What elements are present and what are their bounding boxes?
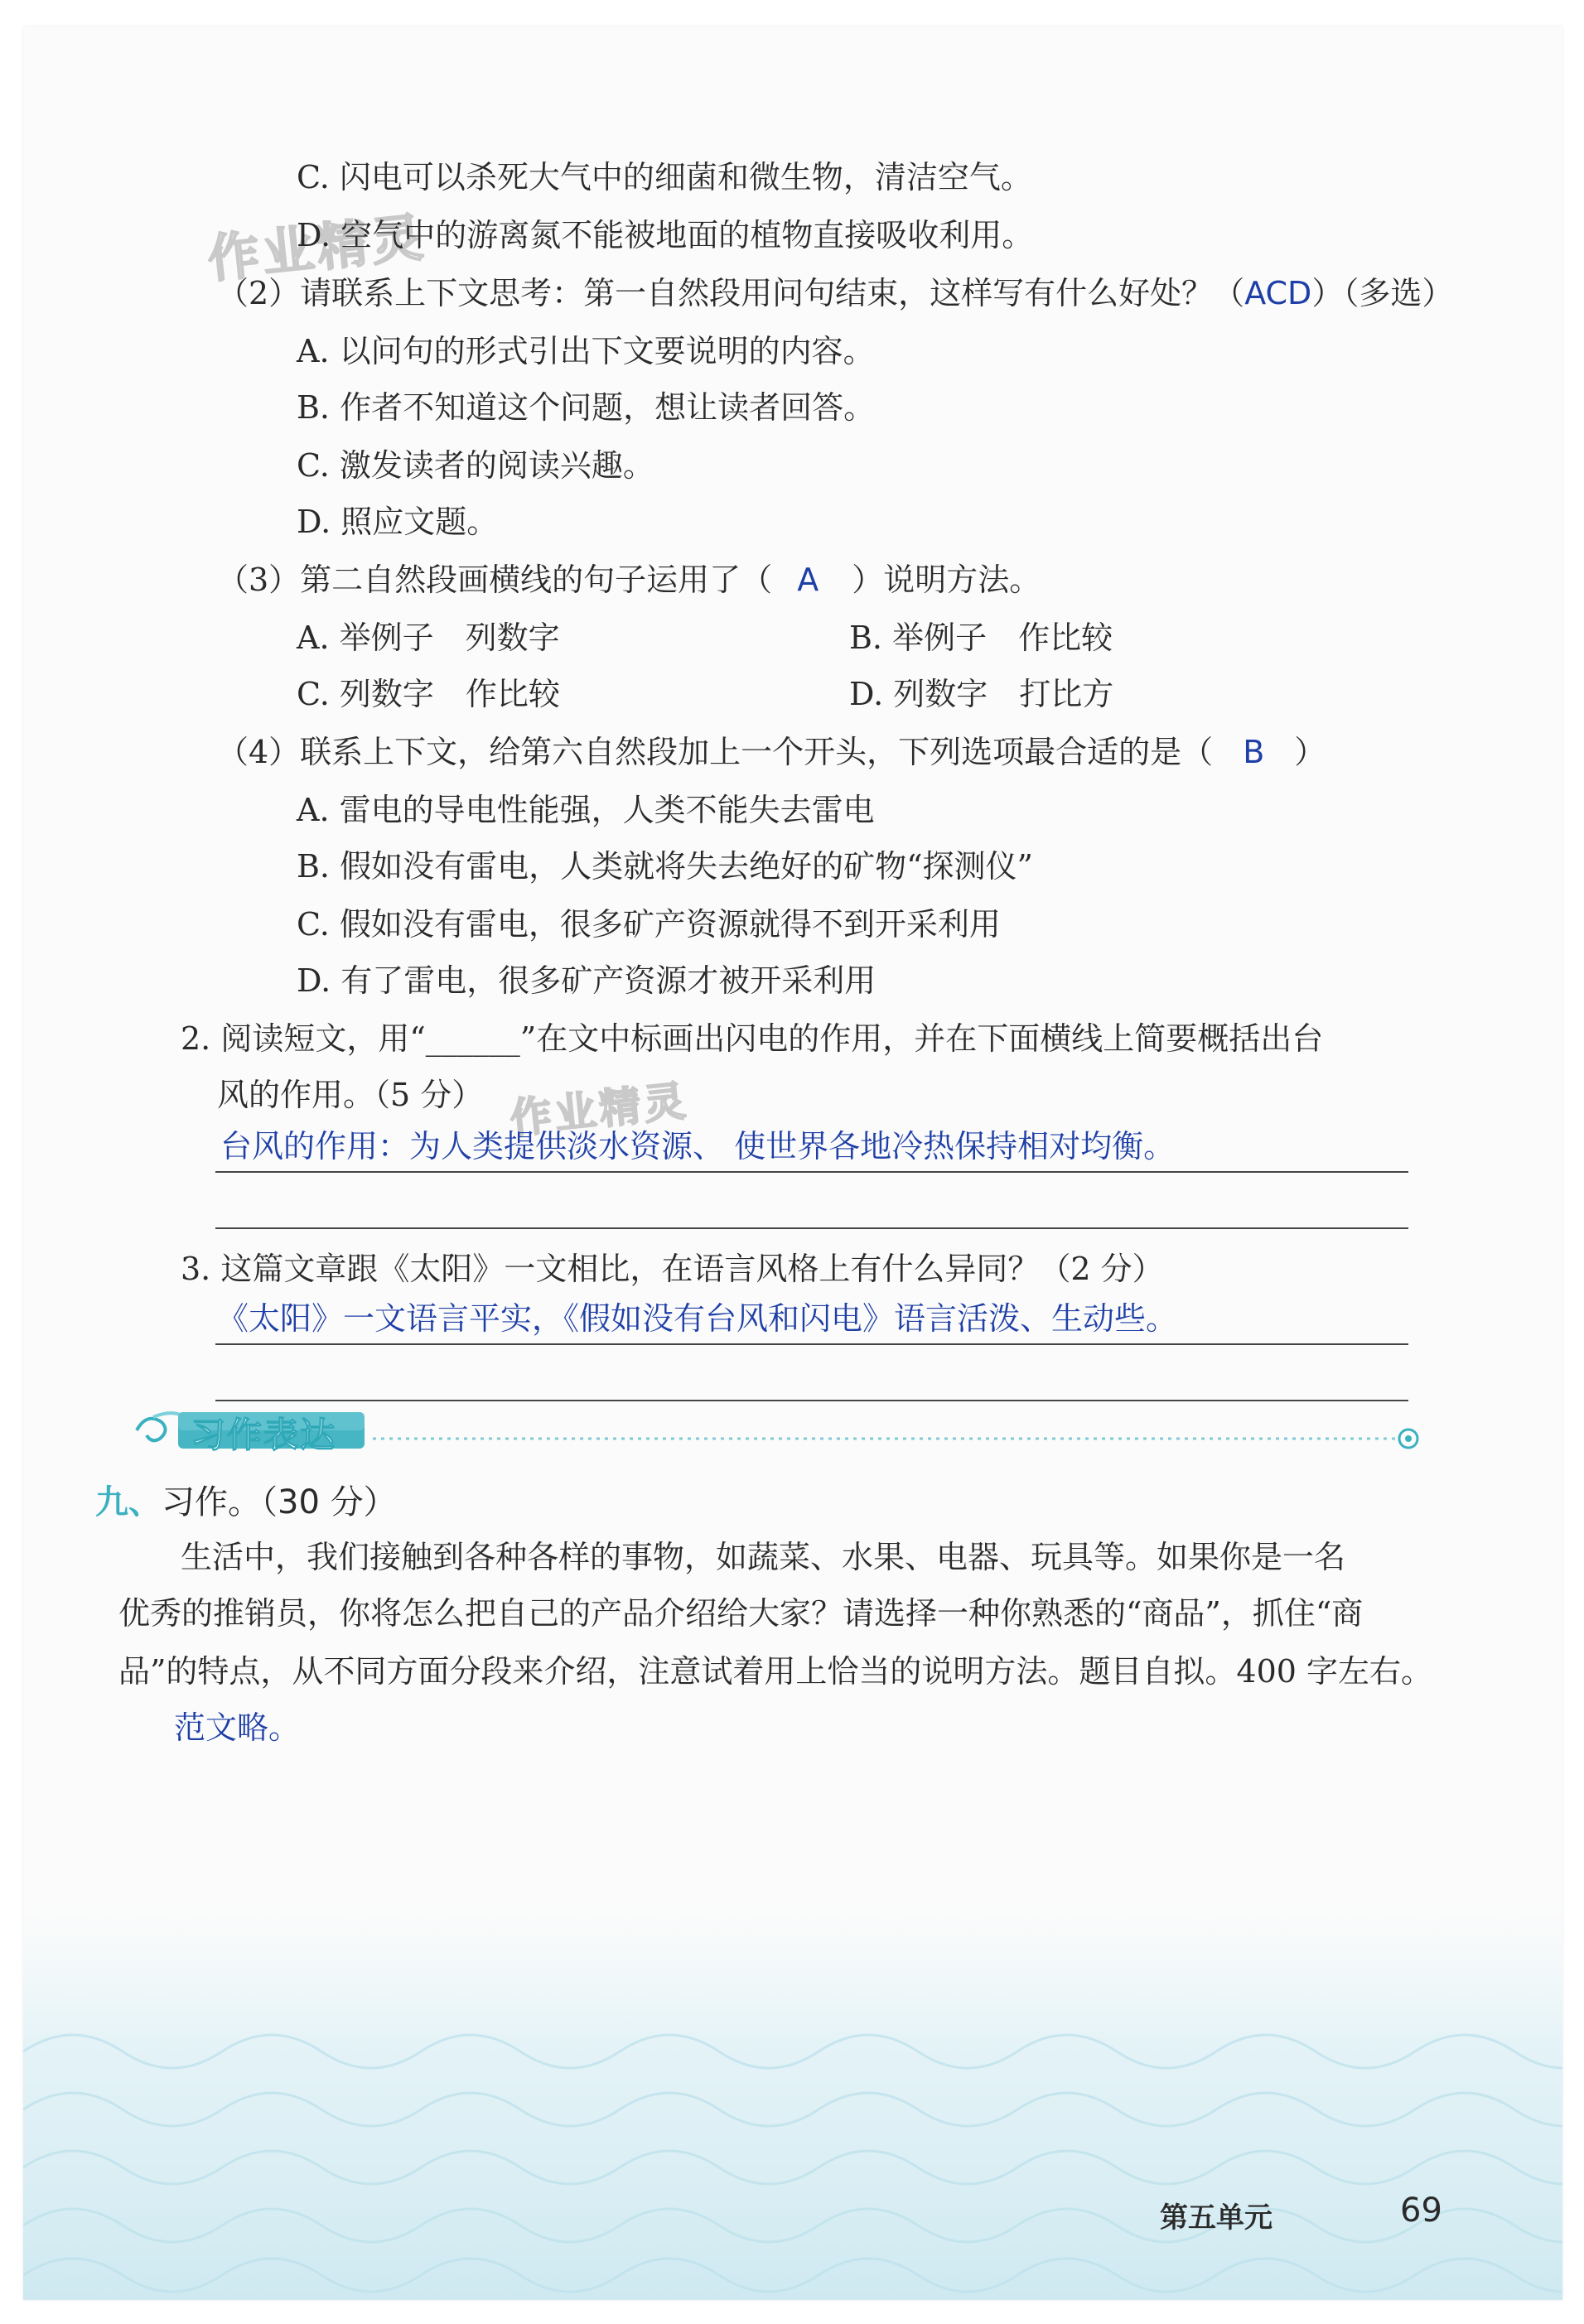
option-text: C. 激发读者的阅读兴趣。 xyxy=(297,447,654,484)
option-text: A. 举例子 列数字 xyxy=(297,620,560,656)
option-text: B. 假如没有雷电，人类就将失去绝好的矿物“探测仪” xyxy=(297,848,1033,885)
option-text: D. 照应文题。 xyxy=(297,504,499,540)
watermark: 作业精灵 xyxy=(507,1076,691,1144)
answer-text: 《太阳》一文语言平实，《假如没有台风和闪电》语言活泼、生动些。 xyxy=(217,1300,1178,1337)
section-title: 习作表达 xyxy=(191,1415,337,1455)
answer-text: 范文略。 xyxy=(174,1709,301,1746)
prompt-text: 优秀的推销员，你将怎么把自己的产品介绍给大家？请选择一种你熟悉的“商品”，抓住“商 xyxy=(118,1595,1364,1632)
page-number: 69 xyxy=(1400,2191,1442,2230)
answer-text: ACD xyxy=(1244,275,1312,311)
option-text: D. 列数字 打比方 xyxy=(849,676,1114,712)
question-number: 九、 xyxy=(95,1483,162,1521)
question-stem: （4）联系上下文，给第六自然段加上一个开头，下列选项最合适的是（ B ） xyxy=(217,734,1326,770)
question-stem: 风的作用。（5 分） xyxy=(217,1077,484,1113)
answer-line xyxy=(215,1227,1408,1229)
question-heading: 九、习作。（30 分） xyxy=(95,1483,397,1521)
prompt-text: 生活中，我们接触到各种各样的事物，如蔬菜、水果、电器、玩具等。如果你是一名 xyxy=(181,1539,1346,1575)
answer-text: B xyxy=(1243,734,1265,770)
unit-label: 第五单元 xyxy=(1160,2201,1273,2235)
option-text: D. 有了雷电，很多矿产资源才被开采利用 xyxy=(297,962,877,999)
wave-background xyxy=(23,1902,1562,2300)
option-text: C. 列数字 作比较 xyxy=(297,676,560,712)
prompt-text: 品”的特点，从不同方面分段来介绍，注意试着用上恰当的说明方法。题目自拟。400 字左右。 xyxy=(118,1653,1433,1690)
option-text: A. 雷电的导电性能强，人类不能失去雷电 xyxy=(297,792,875,828)
option-text: B. 作者不知道这个问题，想让读者回答。 xyxy=(297,389,876,426)
question-stem: 2. 阅读短文，用“______”在文中标画出闪电的作用，并在下面横线上简要概括出台 xyxy=(181,1020,1324,1057)
question-stem: （2）请联系上下文思考：第一自然段用问句结束，这样写有什么好处？（ACD）（多选） xyxy=(217,275,1454,311)
answer-line xyxy=(215,1400,1408,1401)
answer-text: 台风的作用：为人类提供淡水资源、 使世界各地冷热保持相对均衡。 xyxy=(220,1128,1176,1164)
question-stem: （3）第二自然段画横线的句子运用了（ A ）说明方法。 xyxy=(217,562,1041,598)
option-text: C. 假如没有雷电，很多矿产资源就得不到开采利用 xyxy=(297,906,1001,943)
option-text: A. 以问句的形式引出下文要说明的内容。 xyxy=(297,333,875,369)
option-text: C. 闪电可以杀死大气中的细菌和微生物，清洁空气。 xyxy=(297,159,1032,195)
option-text: B. 举例子 作比较 xyxy=(849,620,1113,656)
option-text: D. 空气中的游离氮不能被地面的植物直接吸收利用。 xyxy=(297,217,1034,253)
question-stem: 3. 这篇文章跟《太阳》一文相比，在语言风格上有什么异同？（2 分） xyxy=(181,1251,1164,1287)
answer-line xyxy=(215,1343,1408,1345)
answer-text: A xyxy=(797,562,819,598)
watermark: 作业精灵 xyxy=(205,206,429,290)
answer-line xyxy=(215,1171,1408,1173)
